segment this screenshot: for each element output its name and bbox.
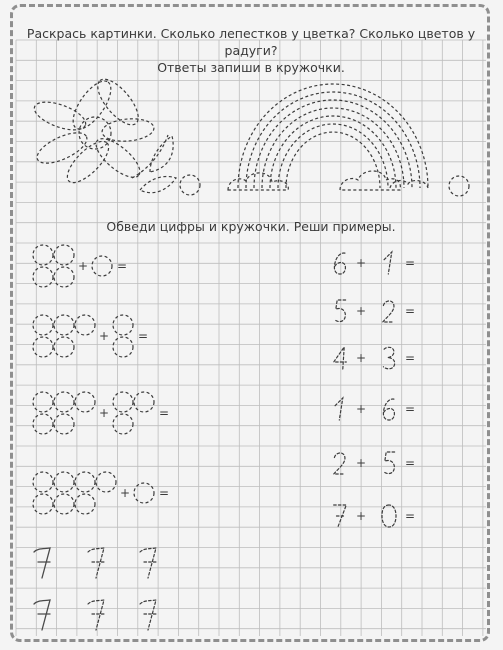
task1-instruction-line1: Раскрась картинки. Сколько лепестков у цветка? Сколько цветов у радуги? (26, 26, 476, 58)
trace-digit-7[interactable] (140, 548, 156, 578)
equals-sign: = (404, 402, 416, 416)
equals-sign: = (404, 509, 416, 523)
equals-sign: = (404, 256, 416, 270)
equals-sign: = (404, 456, 416, 470)
equals-sign: = (158, 406, 170, 420)
equals-sign: = (116, 259, 128, 273)
plus-sign: + (355, 256, 367, 270)
copybook-row (34, 548, 156, 578)
plus-sign: + (77, 259, 89, 273)
copybook-row (34, 600, 156, 630)
task2-instruction: Обведи цифры и кружочки. Реши примеры. (106, 219, 396, 234)
equals-sign: = (404, 304, 416, 318)
equals-sign: = (137, 329, 149, 343)
equals-sign: = (404, 351, 416, 365)
sample-digit-7 (34, 600, 50, 630)
trace-digit-7[interactable] (88, 548, 104, 578)
trace-digit-7[interactable] (88, 600, 104, 630)
plus-sign: + (355, 351, 367, 365)
equals-sign: = (158, 486, 170, 500)
plus-sign: + (98, 406, 110, 420)
plus-sign: + (355, 509, 367, 523)
plus-sign: + (119, 486, 131, 500)
task1-instruction-line2: Ответы запиши в кружочки. (157, 60, 345, 75)
sample-digit-7 (34, 548, 50, 578)
plus-sign: + (98, 329, 110, 343)
trace-digit-7[interactable] (140, 600, 156, 630)
plus-sign: + (355, 402, 367, 416)
plus-sign: + (355, 304, 367, 318)
plus-sign: + (355, 456, 367, 470)
